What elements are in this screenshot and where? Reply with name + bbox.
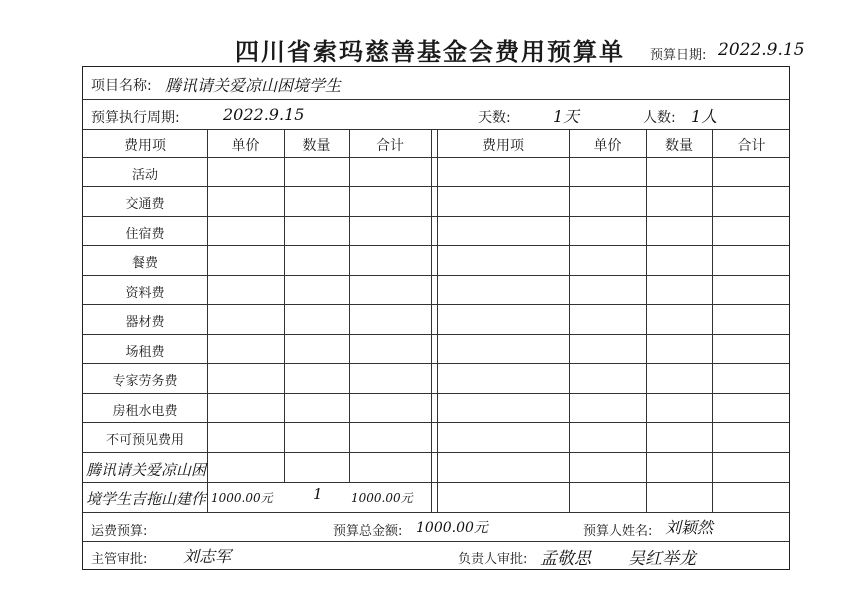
row-divider (83, 186, 789, 187)
budget-date-label: 预算日期: (650, 48, 707, 63)
row-divider (83, 363, 789, 364)
expense-item: 资料费 (125, 286, 165, 301)
column-header: 费用项 (124, 138, 166, 154)
expense-item: 场租费 (125, 345, 165, 360)
column-header: 合计 (737, 138, 766, 154)
row-divider (83, 304, 789, 305)
custom-item-total: 1000.00元 (351, 491, 413, 505)
row-divider (83, 245, 789, 246)
responsible-signature-2: 吴红举龙 (628, 549, 696, 569)
row-divider (83, 157, 789, 158)
col-divider (569, 129, 570, 512)
people-label: 人数: (643, 110, 676, 126)
custom-item-unit-price: 1000.00元 (211, 491, 273, 505)
col-divider (207, 129, 208, 482)
period-label: 预算执行周期: (91, 110, 180, 126)
column-header: 单价 (593, 138, 622, 154)
expense-item: 器材费 (125, 315, 165, 330)
budget-date-value: 2022.9.15 (718, 40, 805, 60)
custom-item-line2: 境学生吉拖山建作 (86, 490, 207, 508)
freight-label: 运费预算: (91, 524, 148, 539)
col-divider (349, 129, 350, 482)
row-divider (83, 275, 789, 276)
column-header: 数量 (665, 138, 693, 154)
row-divider (83, 393, 789, 394)
col-divider (431, 129, 432, 512)
col-divider (437, 129, 438, 512)
expense-item: 餐费 (131, 256, 158, 271)
row-divider (83, 422, 789, 423)
row-divider (83, 541, 789, 542)
row-divider (83, 129, 789, 130)
form-title: 四川省索玛慈善基金会费用预算单 (235, 37, 625, 66)
col-divider (646, 129, 647, 512)
col-divider (712, 129, 713, 512)
project-label: 项目名称: (91, 78, 152, 94)
period-value: 2022.9.15 (223, 105, 305, 124)
expense-item: 住宿费 (125, 227, 165, 242)
budget-form (82, 66, 790, 570)
column-header: 单价 (231, 138, 260, 154)
expense-item: 交通费 (125, 197, 165, 212)
total-label: 预算总金额: (333, 524, 403, 539)
days-label: 天数: (478, 110, 511, 126)
col-divider (207, 482, 208, 512)
row-divider (83, 482, 789, 483)
column-header: 合计 (376, 138, 404, 154)
total-value: 1000.00元 (416, 520, 488, 536)
preparer-signature: 刘颖然 (665, 518, 714, 537)
expense-item: 专家劳务费 (112, 374, 178, 389)
days-value: 1天 (553, 107, 580, 126)
people-value: 1人 (691, 107, 718, 126)
supervisor-signature: 刘志军 (183, 547, 232, 566)
row-divider (83, 99, 789, 100)
preparer-label: 预算人姓名: (583, 524, 653, 539)
custom-item-line1: 腾讯请关爱凉山困 (86, 461, 207, 479)
expense-item: 不可预见费用 (105, 433, 184, 448)
responsible-signature-1: 孟敬思 (540, 549, 591, 569)
expense-item: 房租水电费 (112, 404, 178, 419)
responsible-label: 负责人审批: (458, 552, 528, 567)
project-value: 腾讯请关爱凉山困境学生 (165, 76, 342, 95)
col-divider (284, 129, 285, 482)
supervisor-label: 主管审批: (91, 552, 148, 567)
column-header: 数量 (302, 138, 331, 154)
column-header: 费用项 (482, 138, 524, 154)
row-divider (83, 452, 789, 453)
row-divider (83, 216, 789, 217)
row-divider (83, 334, 789, 335)
custom-item-quantity: 1 (313, 485, 323, 503)
expense-item: 活动 (131, 168, 158, 183)
row-divider (83, 512, 789, 513)
